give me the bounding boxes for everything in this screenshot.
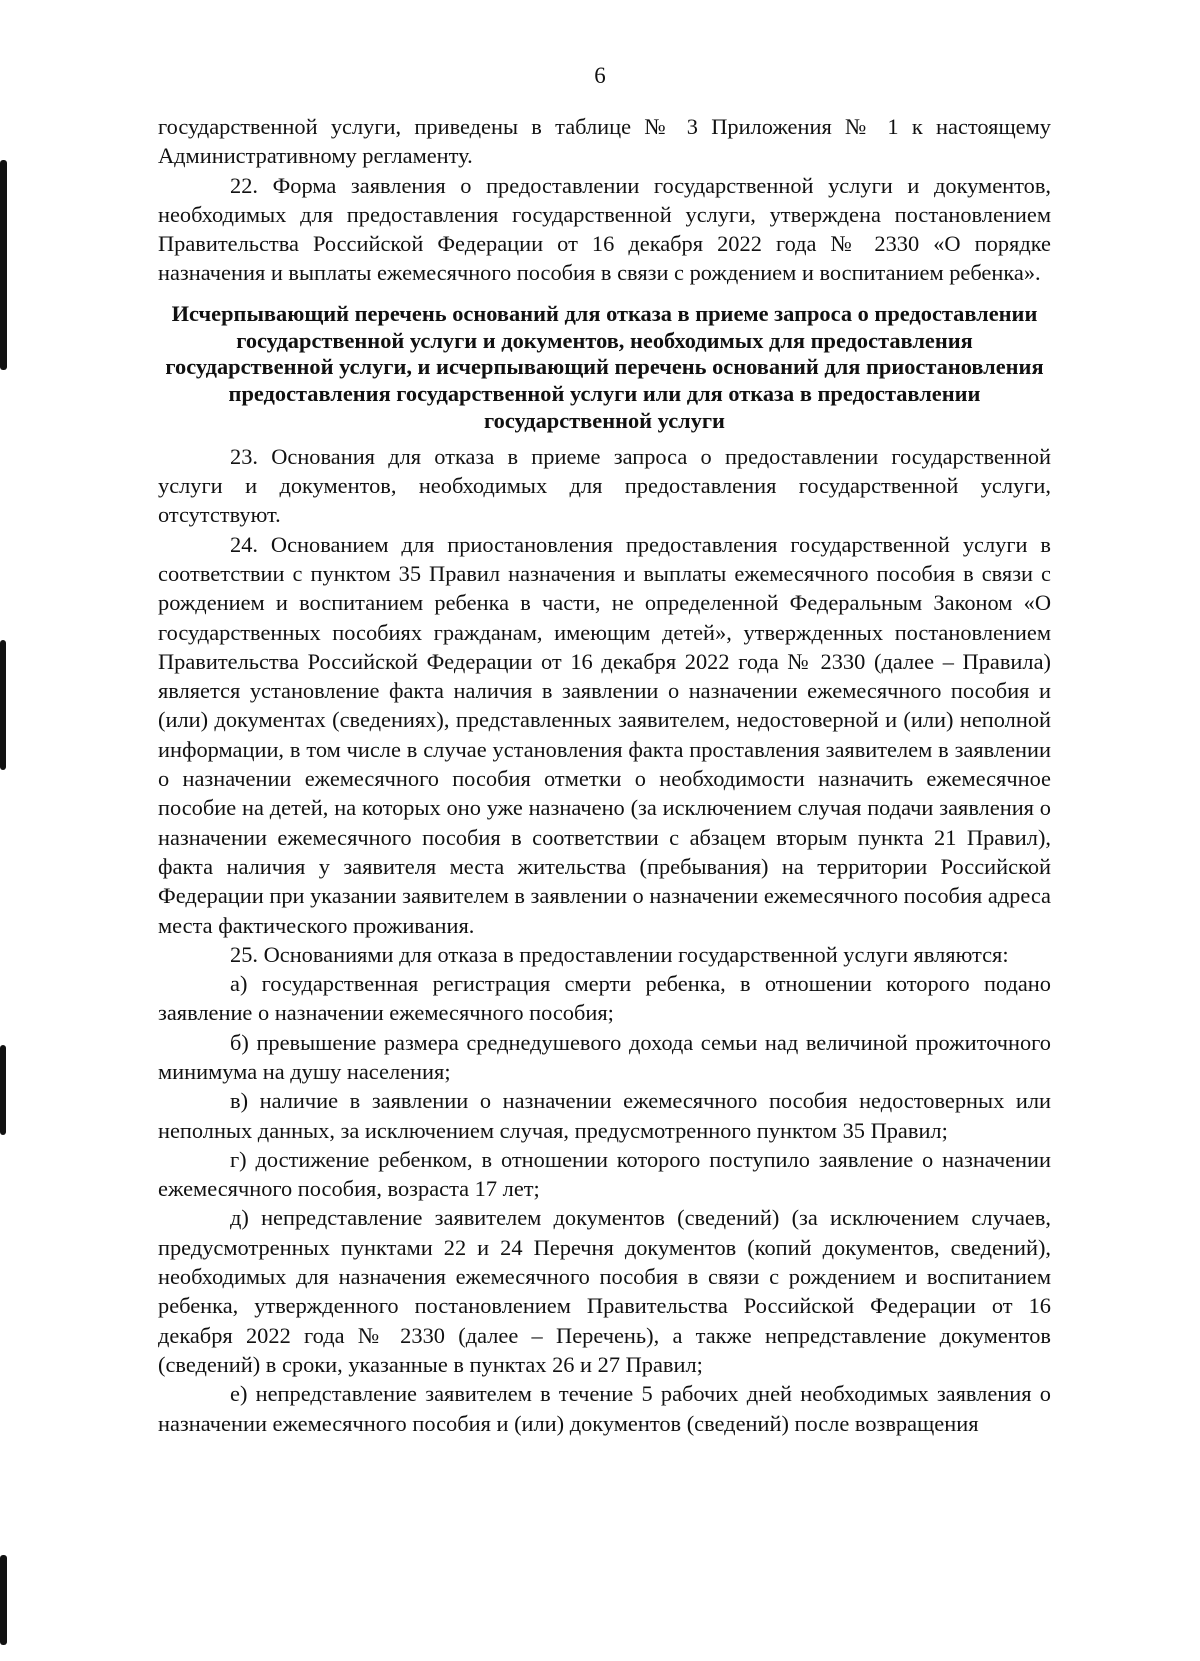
page-number: 6 xyxy=(594,63,606,88)
list-item-v: в) наличие в заявлении о назначении ежемесячного пособия недостоверных или неполных данных, за исключением случая, предусмотренного пунктом 35 Правил; xyxy=(158,1088,1051,1143)
paragraph: государственной услуги, приведены в таблице № 3 Приложения № 1 к настоящему Административному регламенту. xyxy=(158,114,1051,169)
scan-edge-mark xyxy=(0,1045,6,1135)
section-heading: Исчерпывающий перечень оснований для отказа в приеме запроса о предоставлении государственной услуги и документов, необходимых для предоставления государственной услуги, и исчерпывающий перечень оснований для приостановления предоставления государственной услуги или для отказа в предоставлении государственной услуги xyxy=(165,300,1044,433)
document-body xyxy=(158,112,1051,1438)
scan-edge-mark xyxy=(0,1555,7,1645)
list-item-g: г) достижение ребенком, в отношении которого поступило заявление о назначении ежемесячного пособия, возраста 17 лет; xyxy=(158,1146,1051,1202)
list-item-d: д) непредставление заявителем документов (сведений) (за исключением случаев, предусмотренных пунктами 22 и 24 Перечня документов (копий документов, сведений), необходимых для назначения ежемесячного пособия в связи с рождением и воспитанием ребенка, утвержденного постановлением Правительства Российской Федерации от 16 декабря 2022 года № 2330 (далее – Перечень), а также непредставление документов (сведений) в сроки, указанные в пунктах 26 и 27 Правил; xyxy=(158,1205,1051,1377)
paragraph-25: 25. Основаниями для отказа в предоставлении государственной услуги являются: xyxy=(230,941,1009,967)
scan-edge-mark xyxy=(0,640,6,770)
scan-edge-mark xyxy=(0,160,7,370)
list-item-a: а) государственная регистрация смерти ребенка, в отношении которого подано заявление о назначении ежемесячного пособия; xyxy=(158,971,1051,1026)
paragraph-24: 24. Основанием для приостановления предоставления государственной услуги в соответствии с пунктом 35 Правил назначения и выплаты ежемесячного пособия в связи с рождением и воспитанием ребенка в части, не определенной Федеральным Законом «О государственных пособиях гражданам, имеющим детей», утвержденных постановлением Правительства Российской Федерации от 16 декабря 2022 года № 2330 (далее – Правила) является установление факта наличия в заявлении о назначении ежемесячного пособия и (или) документах (сведениях), представленных заявителем, недостоверной и (или) неполной информации, в том числе в случае установления факта проставления заявителем в заявлении о назначении ежемесячного пособия отметки о необходимости назначить ежемесячное пособие на детей, на которых оно уже назначено (за исключением случая подачи заявления о назначении ежемесячного пособия в соответствии с абзацем вторым пункта 21 Правил), факта наличия у заявителя места жительства (пребывания) на территории Российской Федерации при указании заявителем в заявлении о назначении ежемесячного пособия адреса места фактического проживания. xyxy=(158,531,1051,938)
paragraph-22: 22. Форма заявления о предоставлении государственной услуги и документов, необходимых для предоставления государственной услуги, утверждена постановлением Правительства Российской Федерации от 16 декабря 2022 года № 2330 «О порядке назначения и выплаты ежемесячного пособия в связи с рождением и воспитанием ребенка». xyxy=(158,172,1051,286)
list-item-e: е) непредставление заявителем в течение 5 рабочих дней необходимых заявления о назначении ежемесячного пособия и (или) документов (сведений) после возвращения xyxy=(158,1381,1051,1436)
paragraph-23: 23. Основания для отказа в приеме запроса о предоставлении государственной услуги и документов, необходимых для предоставления государственной услуги, отсутствуют. xyxy=(158,443,1051,528)
list-item-b: б) превышение размера среднедушевого дохода семьи над величиной прожиточного минимума на душу населения; xyxy=(158,1029,1051,1084)
